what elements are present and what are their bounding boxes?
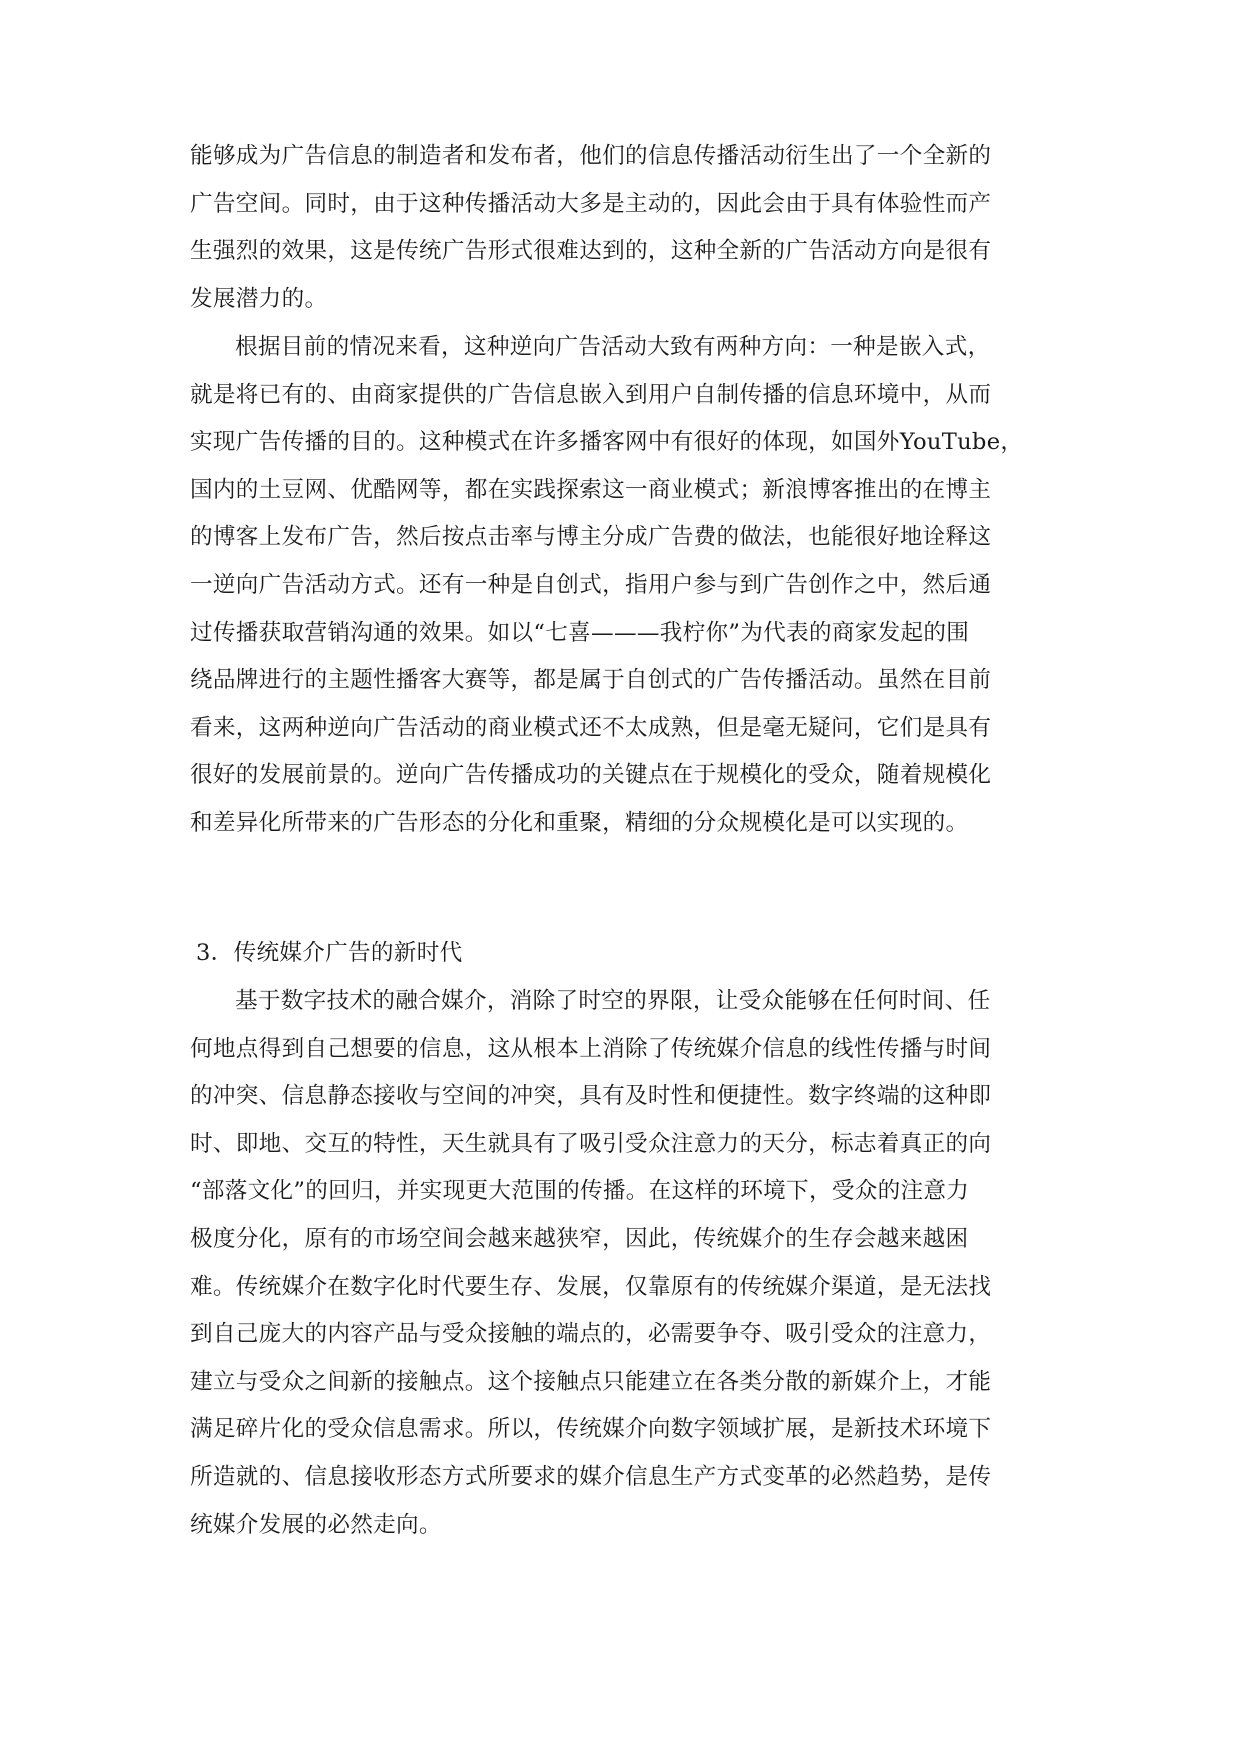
section-heading: 3．传统媒介广告的新时代: [196, 940, 463, 966]
paragraph-line: 广告空间。同时，由于这种传播活动大多是主动的，因此会由于具有体验性而产: [190, 190, 992, 217]
paragraph-line: 的博客上发布广告，然后按点击率与博主分成广告费的做法，也能很好地诠释这: [190, 524, 992, 551]
paragraph-line: 和差异化所带来的广告形态的分化和重聚，精细的分众规模化是可以实现的。: [190, 809, 969, 836]
paragraph-line: 时、即地、交互的特性，天生就具有了吸引受众注意力的天分，标志着真正的向: [190, 1130, 992, 1157]
paragraph-3: [190, 978, 1058, 1549]
paragraph-line: 何地点得到自己想要的信息，这从根本上消除了传统媒介信息的线性传播与时间: [190, 1035, 992, 1062]
paragraph-line: 满足碎片化的受众信息需求。所以，传统媒介向数字领域扩展，是新技术环境下: [190, 1416, 992, 1443]
paragraph-line: 看来，这两种逆向广告活动的商业模式还不太成熟，但是毫无疑问，它们是具有: [190, 714, 992, 741]
paragraph-1: [190, 133, 1058, 323]
paragraph-line: 统媒介发展的必然走向。: [190, 1511, 442, 1538]
paragraph-line: 实现广告传播的目的。这种模式在许多播客网中有很好的体现，如国外YouTube，: [190, 429, 1024, 456]
paragraph-line: 绕品牌进行的主题性播客大赛等，都是属于自创式的广告传播活动。虽然在目前: [190, 667, 992, 694]
paragraph-line: 难。传统媒介在数字化时代要生存、发展，仅靠原有的传统媒介渠道，是无法找: [190, 1273, 992, 1300]
paragraph-line: 所造就的、信息接收形态方式所要求的媒介信息生产方式变革的必然趋势，是传: [190, 1463, 992, 1490]
paragraph-line: 很好的发展前景的。逆向广告传播成功的关键点在于规模化的受众，随着规模化: [190, 762, 992, 789]
paragraph-2: [190, 324, 1058, 848]
paragraph-line: “部落文化”的回归，并实现更大范围的传播。在这样的环境下，受众的注意力: [190, 1178, 970, 1205]
paragraph-line: 的冲突、信息静态接收与空间的冲突，具有及时性和便捷性。数字终端的这种即: [190, 1083, 992, 1110]
paragraph-line: 能够成为广告信息的制造者和发布者，他们的信息传播活动衍生出了一个全新的: [190, 143, 992, 169]
paragraph-line: 建立与受众之间新的接触点。这个接触点只能建立在各类分散的新媒介上，才能: [190, 1368, 992, 1395]
paragraph-line: 就是将已有的、由商家提供的广告信息嵌入到用户自制传播的信息环境中，从而: [190, 381, 992, 408]
paragraph-line: 生强烈的效果，这是传统广告形式很难达到的，这种全新的广告活动方向是很有: [190, 238, 992, 265]
paragraph-line: 到自己庞大的内容产品与受众接触的端点的，必需要争夺、吸引受众的注意力，: [190, 1321, 992, 1348]
paragraph-line: 极度分化，原有的市场空间会越来越狭窄，因此，传统媒介的生存会越来越困: [190, 1225, 969, 1252]
paragraph-line: 根据目前的情况来看，这种逆向广告活动大致有两种方向：一种是嵌入式，: [235, 334, 991, 360]
paragraph-line: 国内的土豆网、优酷网等，都在实践探索这一商业模式；新浪博客推出的在博主: [190, 476, 992, 503]
paragraph-line: 一逆向广告活动方式。还有一种是自创式，指用户参与到广告创作之中，然后通: [190, 571, 992, 598]
paragraph-line: 发展潜力的。: [190, 285, 328, 312]
paragraph-line: 过传播获取营销沟通的效果。如以“七喜———我柠你”为代表的商家发起的围: [190, 619, 970, 646]
paragraph-line: 基于数字技术的融合媒介，消除了时空的界限，让受众能够在任何时间、任: [235, 988, 991, 1014]
